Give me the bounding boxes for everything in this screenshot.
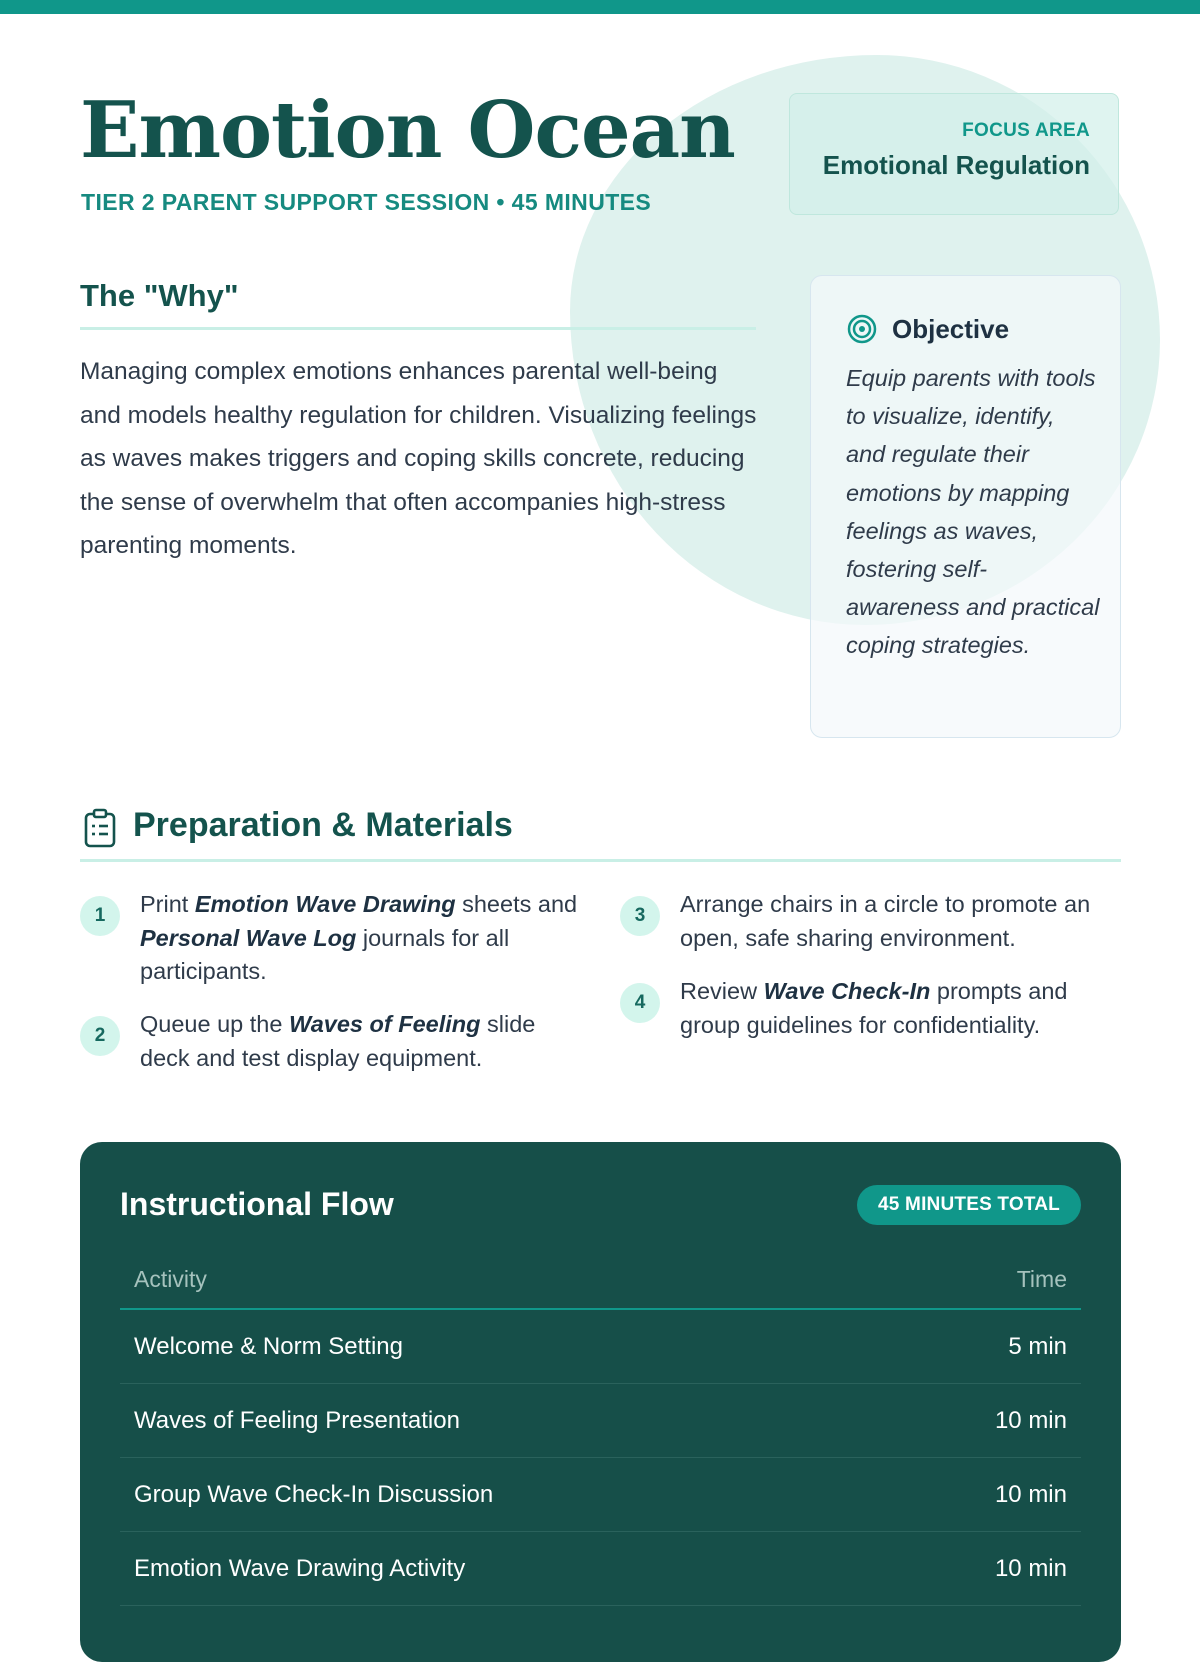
flow-title: Instructional Flow xyxy=(120,1186,394,1222)
focus-area-label: FOCUS AREA xyxy=(962,120,1090,141)
focus-area-value: Emotional Regulation xyxy=(822,150,1090,180)
prep-item xyxy=(620,888,1130,955)
time-cell: 5 min xyxy=(884,1309,1081,1384)
objective-title: Objective xyxy=(892,313,1010,344)
objective-card xyxy=(810,275,1121,738)
preparation-divider xyxy=(80,859,1121,862)
step-number: 1 xyxy=(80,896,120,936)
activity-cell: Group Wave Check-In Discussion xyxy=(120,1458,884,1532)
why-heading: The "Why" xyxy=(80,278,239,313)
focus-area-card xyxy=(789,93,1119,215)
time-column-header: Time xyxy=(884,1250,1081,1309)
prep-item xyxy=(80,1008,580,1075)
activity-cell: Waves of Feeling Presentation xyxy=(120,1384,884,1458)
preparation-heading: Preparation & Materials xyxy=(133,806,513,844)
table-header-row xyxy=(120,1250,1081,1309)
session-subtitle: TIER 2 PARENT SUPPORT SESSION • 45 MINUTES xyxy=(81,189,652,215)
step-number: 4 xyxy=(620,983,660,1023)
table-row xyxy=(120,1384,1081,1458)
prep-item-text: Review Wave Check-In prompts and group guidelines for confidentiality. xyxy=(680,978,1068,1038)
time-cell: 10 min xyxy=(884,1532,1081,1606)
prep-item-text: Print Emotion Wave Drawing sheets and Personal Wave Log journals for all participants. xyxy=(140,891,578,984)
step-number: 2 xyxy=(80,1016,120,1056)
step-number: 3 xyxy=(620,896,660,936)
prep-item-text: Queue up the Waves of Feeling slide deck and test display equipment. xyxy=(140,1011,536,1071)
instructional-flow-card xyxy=(80,1142,1121,1662)
table-row xyxy=(120,1532,1081,1606)
objective-header xyxy=(846,313,1100,345)
target-icon xyxy=(846,313,878,345)
prep-item-text: Arrange chairs in a circle to promote an open, safe sharing environment. xyxy=(680,891,1091,951)
why-body: Managing complex emotions enhances parental well-being and models healthy regulation for children. Visualizing feelings as waves makes triggers and coping skills concrete, reducing the sense of overwhelm that often accompanies high-stress parenting moments. xyxy=(80,358,757,559)
total-time-badge: 45 MINUTES TOTAL xyxy=(857,1185,1081,1225)
prep-item xyxy=(620,975,1120,1042)
prep-item xyxy=(80,888,580,989)
page-title: Emotion Ocean xyxy=(80,85,735,176)
time-cell: 10 min xyxy=(884,1458,1081,1532)
clipboard-icon xyxy=(82,808,118,848)
activity-cell: Emotion Wave Drawing Activity xyxy=(120,1532,884,1606)
time-cell: 10 min xyxy=(884,1384,1081,1458)
table-row xyxy=(120,1309,1081,1384)
activity-column-header: Activity xyxy=(120,1250,884,1309)
objective-text: Equip parents with tools to visualize, identify, and regulate their emotions by mapping feelings as waves, fostering self-awareness and practical coping strategies. xyxy=(846,365,1100,659)
table-row xyxy=(120,1458,1081,1532)
activity-cell: Welcome & Norm Setting xyxy=(120,1309,884,1384)
flow-table xyxy=(120,1250,1081,1606)
top-accent-bar xyxy=(0,0,1200,14)
why-divider xyxy=(80,327,756,330)
